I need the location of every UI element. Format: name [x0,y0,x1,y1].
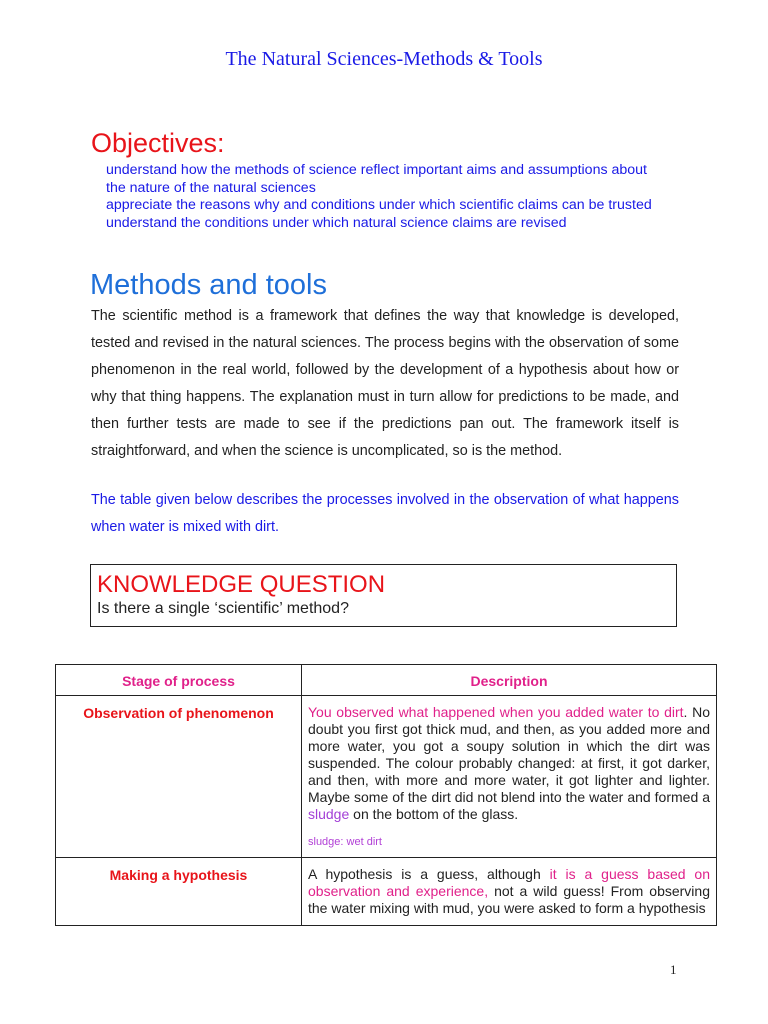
highlighted-text: You observed what happened when you added water to dirt [308,704,684,720]
objectives-heading: Objectives: [91,128,225,158]
knowledge-question-box [90,564,677,627]
description-text: not a wild guess! From observing the water mixing with mud, you were asked to form a hypothesis [308,883,710,916]
table-header-description: Description [302,665,717,696]
table-row [56,858,717,926]
knowledge-question-title: KNOWLEDGE QUESTION [97,571,386,598]
highlighted-text: it is a guess based on observation and experience, [308,866,711,899]
description-text: on the bottom of the glass. [349,806,519,822]
table-intro-paragraph: The table given below describes the processes involved in the observation of what happens when water is mixed with dirt. [91,492,679,535]
knowledge-question-text: Is there a single ‘scientific’ method? [97,600,349,617]
objective-item: understand the conditions under which natural science claims are revised [106,214,567,231]
methods-heading: Methods and tools [90,269,327,301]
page-title: The Natural Sciences-Methods & Tools [225,48,543,70]
description-cell [302,858,717,926]
table-row [56,696,717,858]
description-text: A hypothesis is a guess, although [308,866,550,882]
description-text: . No doubt you first got thick mud, and then, as you added more and more water, you got a soupy solution in which the dirt was suspended. The colour probably changed: at first, it got darker, and then, with more and more water, it got lighter and lighter. Maybe some of the dirt did not blend into the water and formed a [308,704,710,805]
process-table [55,664,717,926]
objective-item: understand how the methods of science reflect important aims and assumptions about the nature of the natural sciences [106,162,648,196]
table-header-row [56,665,717,696]
glossary-footnote: sludge: wet dirt [308,836,382,848]
description-cell [302,696,717,858]
stage-cell: Observation of phenomenon [56,696,302,858]
glossary-term: sludge [308,806,350,822]
page-number: 1 [670,962,677,977]
objectives-list [106,162,666,232]
table-header-stage: Stage of process [56,665,302,696]
stage-cell: Making a hypothesis [56,858,302,926]
methods-paragraph: The scientific method is a framework that defines the way that knowledge is developed, tested and revised in the natural sciences. The process begins with the observation of some phenomenon in the real world, followed by the development of a hypothesis about how or why that thing happens. The explanation must in turn allow for predictions to be made, and then further tests are made to see if the predictions pan out. The framework itself is straightforward, and when the science is uncomplicated, so is the method. [91,308,679,459]
objective-item: appreciate the reasons why and conditions under which scientific claims can be trusted [106,197,652,213]
